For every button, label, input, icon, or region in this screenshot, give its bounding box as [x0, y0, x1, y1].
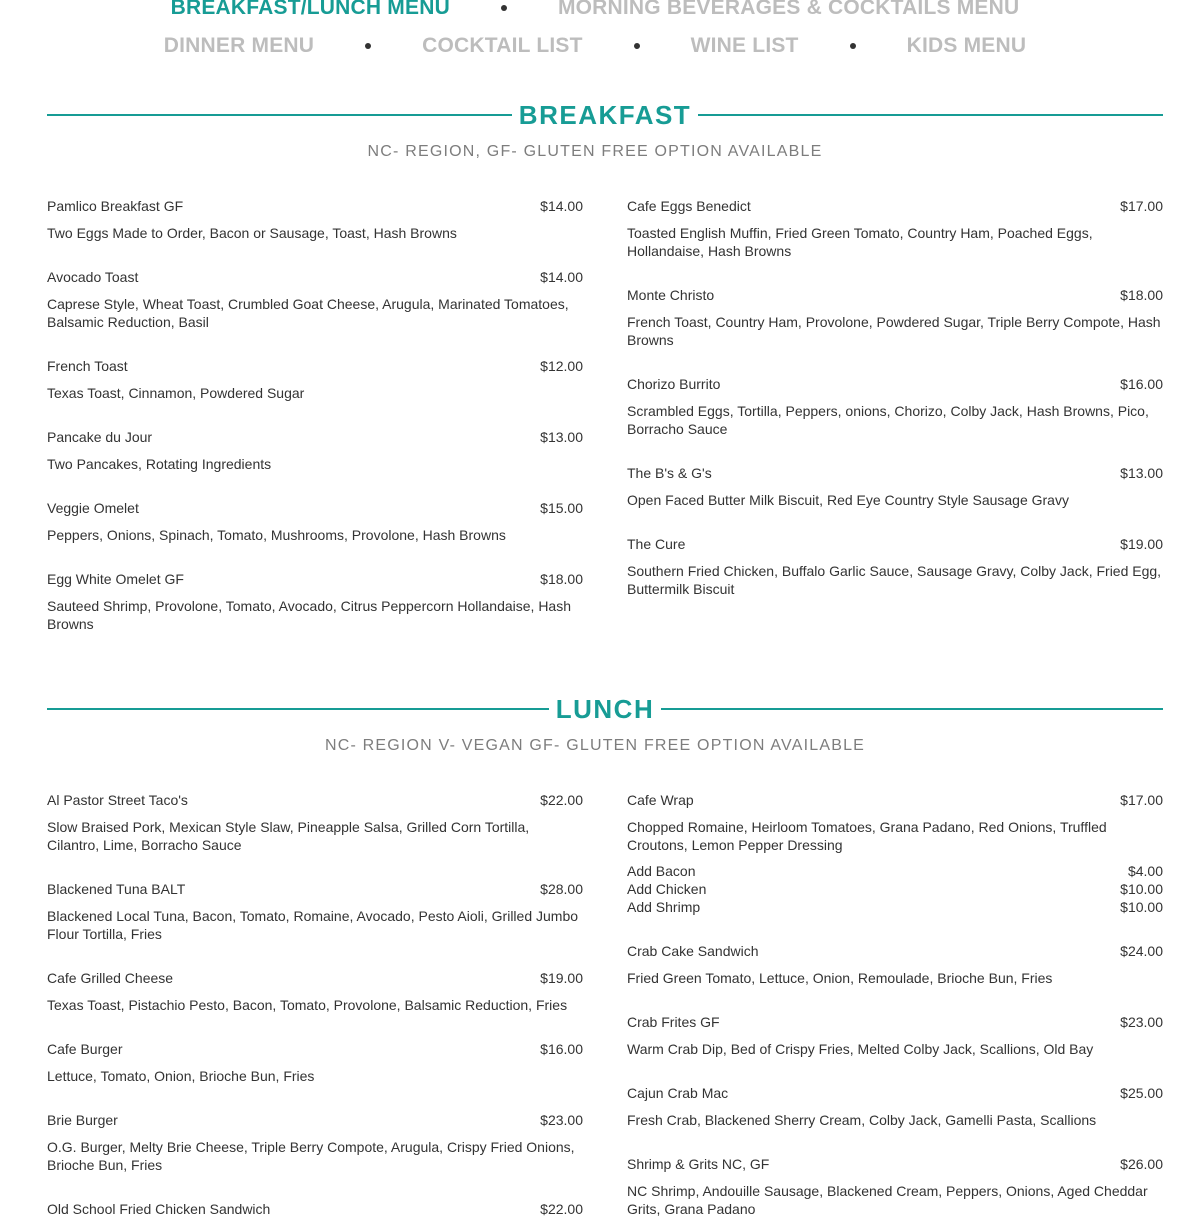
menu-item-description: Peppers, Onions, Spinach, Tomato, Mushrooms, Provolone, Hash Browns: [47, 527, 506, 543]
menu-item: [627, 197, 1163, 260]
lunch-left-column: [47, 791, 583, 1221]
menu-item-price: $14.00: [540, 198, 583, 214]
menu-item-header: [47, 969, 583, 987]
menu-item: [47, 791, 583, 854]
menu-item: [627, 1155, 1163, 1218]
menu-item-description: NC Shrimp, Andouille Sausage, Blackened Cream, Peppers, Onions, Aged Cheddar Grits, Grana Padano: [627, 1183, 1148, 1217]
menu-item: [47, 428, 583, 473]
menu-item-name: Cafe Eggs Benedict: [627, 198, 751, 214]
menu-item: [627, 942, 1163, 987]
menu-item-name: Chorizo Burrito: [627, 376, 721, 392]
menu-item-header: [627, 1084, 1163, 1102]
menu-item-header: [47, 1111, 583, 1129]
nav-separator-dot: [501, 5, 507, 11]
menu-item-name: Blackened Tuna BALT: [47, 881, 186, 897]
menu-nav-row-1: [0, 0, 1190, 20]
menu-item: [47, 499, 583, 544]
menu-item-name: Pamlico Breakfast GF: [47, 198, 184, 214]
menu-item-price: $13.00: [540, 429, 583, 445]
menu-item-header: [627, 464, 1163, 482]
menu-item: [627, 535, 1163, 598]
menu-item-description: Caprese Style, Wheat Toast, Crumbled Goat Cheese, Arugula, Marinated Tomatoes, Balsamic Reduction, Basil: [47, 296, 569, 330]
menu-item-name: The B's & G's: [627, 465, 712, 481]
heading-rule-left: [47, 114, 512, 116]
menu-item-description: O.G. Burger, Melty Brie Cheese, Triple Berry Compote, Arugula, Crispy Fried Onions, Brioche Bun, Fries: [47, 1139, 575, 1173]
addon-row: [627, 880, 1163, 898]
menu-item-header: [627, 286, 1163, 304]
lunch-section-heading: [47, 692, 1163, 726]
menu-item-description: Texas Toast, Cinnamon, Powdered Sugar: [47, 385, 305, 401]
menu-item-name: Cafe Grilled Cheese: [47, 970, 174, 986]
addon-row: [627, 862, 1163, 880]
menu-item-name: Avocado Toast: [47, 269, 139, 285]
menu-item-description: Chopped Romaine, Heirloom Tomatoes, Grana Padano, Red Onions, Truffled Croutons, Lemon Pepper Dressing: [627, 819, 1107, 853]
menu-item-header: [47, 1040, 583, 1058]
menu-item-price: $18.00: [1120, 287, 1163, 303]
menu-item-price: $15.00: [540, 500, 583, 516]
nav-separator-dot: [634, 43, 640, 49]
heading-rule-right: [698, 114, 1163, 116]
menu-item-header: [47, 197, 583, 215]
breakfast-subtitle: NC- REGION, GF- GLUTEN FREE OPTION AVAILABLE: [367, 143, 823, 160]
menu-item-name: Egg White Omelet GF: [47, 571, 184, 587]
heading-rule-left: [47, 708, 549, 710]
addon-price: $10.00: [1120, 899, 1163, 915]
menu-item-header: [627, 1013, 1163, 1031]
lunch-subtitle: NC- REGION V- VEGAN GF- GLUTEN FREE OPTION AVAILABLE: [324, 737, 866, 754]
menu-item: [47, 197, 583, 242]
nav-link-cocktail-list[interactable]: COCKTAIL LIST: [422, 34, 583, 57]
menu-item-price: $24.00: [1120, 943, 1163, 959]
menu-item-name: The Cure: [627, 536, 686, 552]
menu-item-description: Fried Green Tomato, Lettuce, Onion, Remoulade, Brioche Bun, Fries: [627, 970, 1053, 986]
menu-item-description: Two Pancakes, Rotating Ingredients: [47, 456, 272, 472]
addon-name: Add Shrimp: [627, 899, 701, 915]
menu-item-description: Open Faced Butter Milk Biscuit, Red Eye Country Style Sausage Gravy: [627, 492, 1069, 508]
breakfast-right-column: [627, 197, 1163, 624]
menu-item-description: Toasted English Muffin, Fried Green Tomato, Country Ham, Poached Eggs, Hollandaise, Hash Browns: [627, 225, 1093, 259]
menu-item-description: Texas Toast, Pistachio Pesto, Bacon, Tomato, Provolone, Balsamic Reduction, Fries: [47, 997, 568, 1013]
menu-item: [47, 1040, 583, 1085]
nav-separator-dot: [850, 43, 856, 49]
menu-item-description: French Toast, Country Ham, Provolone, Powdered Sugar, Triple Berry Compote, Hash Browns: [627, 314, 1161, 348]
menu-item-description: Two Eggs Made to Order, Bacon or Sausage, Toast, Hash Browns: [47, 225, 457, 241]
menu-item-header: [47, 880, 583, 898]
menu-item-price: $14.00: [540, 269, 583, 285]
menu-item: [627, 464, 1163, 509]
menu-item-price: $13.00: [1120, 465, 1163, 481]
menu-item-name: Crab Frites GF: [627, 1014, 720, 1030]
menu-item-description: Lettuce, Tomato, Onion, Brioche Bun, Fries: [47, 1068, 315, 1084]
menu-item-name: Shrimp & Grits NC, GF: [627, 1156, 770, 1172]
menu-item: [47, 880, 583, 943]
menu-item-description: Scrambled Eggs, Tortilla, Peppers, onions, Chorizo, Colby Jack, Hash Browns, Pico, Borracho Sauce: [627, 403, 1149, 437]
menu-item-addons: [627, 862, 1163, 916]
menu-item-description: Sauteed Shrimp, Provolone, Tomato, Avocado, Citrus Peppercorn Hollandaise, Hash Browns: [47, 598, 572, 632]
menu-item-name: Crab Cake Sandwich: [627, 943, 759, 959]
menu-item: [47, 1111, 583, 1174]
menu-item-name: Cafe Burger: [47, 1041, 123, 1057]
nav-link-kids-menu[interactable]: KIDS MENU: [906, 34, 1027, 57]
menu-item-header: [47, 570, 583, 588]
menu-item: [627, 286, 1163, 349]
menu-item-price: $23.00: [540, 1112, 583, 1128]
menu-item-description: Slow Braised Pork, Mexican Style Slaw, Pineapple Salsa, Grilled Corn Tortilla, Cilantro, Lime, Borracho Sauce: [47, 819, 530, 853]
menu-item-header: [47, 791, 583, 809]
menu-item-name: French Toast: [47, 358, 128, 374]
addon-name: Add Bacon: [627, 863, 696, 879]
menu-item-header: [627, 942, 1163, 960]
menu-item: [47, 268, 583, 331]
menu-item-header: [47, 357, 583, 375]
menu-item-name: Veggie Omelet: [47, 500, 139, 516]
menu-item-price: $16.00: [540, 1041, 583, 1057]
menu-item-header: [47, 268, 583, 286]
nav-link-breakfast-lunch[interactable]: BREAKFAST/LUNCH MENU: [170, 0, 450, 19]
menu-item-price: $18.00: [540, 571, 583, 587]
lunch-right-column: [627, 791, 1163, 1221]
menu-item-description: Southern Fried Chicken, Buffalo Garlic Sauce, Sausage Gravy, Colby Jack, Fried Egg, Buttermilk Biscuit: [627, 563, 1162, 597]
menu-item-price: $28.00: [540, 881, 583, 897]
menu-item-price: $26.00: [1120, 1156, 1163, 1172]
menu-item-description: Fresh Crab, Blackened Sherry Cream, Colby Jack, Gamelli Pasta, Scallions: [627, 1112, 1097, 1128]
menu-item: [627, 1084, 1163, 1129]
menu-item: [627, 375, 1163, 438]
menu-item-description: Warm Crab Dip, Bed of Crispy Fries, Melted Colby Jack, Scallions, Old Bay: [627, 1041, 1094, 1057]
menu-item: [627, 791, 1163, 916]
menu-item: [627, 1013, 1163, 1058]
menu-item-price: $22.00: [540, 1201, 583, 1217]
menu-item-name: Cafe Wrap: [627, 792, 694, 808]
menu-item-price: $16.00: [1120, 376, 1163, 392]
menu-item-price: $17.00: [1120, 198, 1163, 214]
addon-name: Add Chicken: [627, 881, 707, 897]
addon-price: $4.00: [1127, 863, 1163, 879]
menu-item-header: [47, 499, 583, 517]
menu-item-description: Blackened Local Tuna, Bacon, Tomato, Romaine, Avocado, Pesto Aioli, Grilled Jumbo Flour Tortilla, Fries: [47, 908, 579, 942]
breakfast-title: BREAKFAST: [518, 99, 692, 130]
lunch-title: LUNCH: [555, 693, 655, 724]
menu-item-price: $23.00: [1120, 1014, 1163, 1030]
addon-row: [627, 898, 1163, 916]
addon-price: $10.00: [1120, 881, 1163, 897]
menu-item-name: Brie Burger: [47, 1112, 118, 1128]
menu-item-header: [47, 1200, 583, 1218]
menu-item-header: [627, 791, 1163, 809]
menu-item-price: $25.00: [1120, 1085, 1163, 1101]
menu-item-name: Al Pastor Street Taco's: [47, 792, 188, 808]
heading-rule-right: [661, 708, 1163, 710]
menu-item-price: $19.00: [1120, 536, 1163, 552]
nav-link-morning-beverages[interactable]: MORNING BEVERAGES & COCKTAILS MENU: [557, 0, 1020, 19]
breakfast-left-column: [47, 197, 583, 659]
menu-item-price: $12.00: [540, 358, 583, 374]
menu-item-header: [627, 1155, 1163, 1173]
menu-item: [47, 357, 583, 402]
nav-link-wine-list[interactable]: WINE LIST: [690, 34, 799, 57]
menu-item-price: $17.00: [1120, 792, 1163, 808]
menu-item: [47, 570, 583, 633]
menu-item-header: [627, 197, 1163, 215]
menu-item-header: [627, 375, 1163, 393]
menu-item: [47, 1200, 583, 1218]
nav-separator-dot: [365, 43, 371, 49]
menu-item-price: $22.00: [540, 792, 583, 808]
menu-item-name: Monte Christo: [627, 287, 715, 303]
menu-item-name: Cajun Crab Mac: [627, 1085, 729, 1101]
menu-item-header: [627, 535, 1163, 553]
menu-item: [47, 969, 583, 1014]
menu-item-name: Old School Fried Chicken Sandwich: [47, 1201, 271, 1217]
menu-item-header: [47, 428, 583, 446]
breakfast-section-heading: [47, 98, 1163, 132]
nav-link-dinner[interactable]: DINNER MENU: [163, 34, 315, 57]
menu-item-price: $19.00: [540, 970, 583, 986]
menu-nav-row-2: [0, 33, 1190, 59]
menu-item-name: Pancake du Jour: [47, 429, 153, 445]
